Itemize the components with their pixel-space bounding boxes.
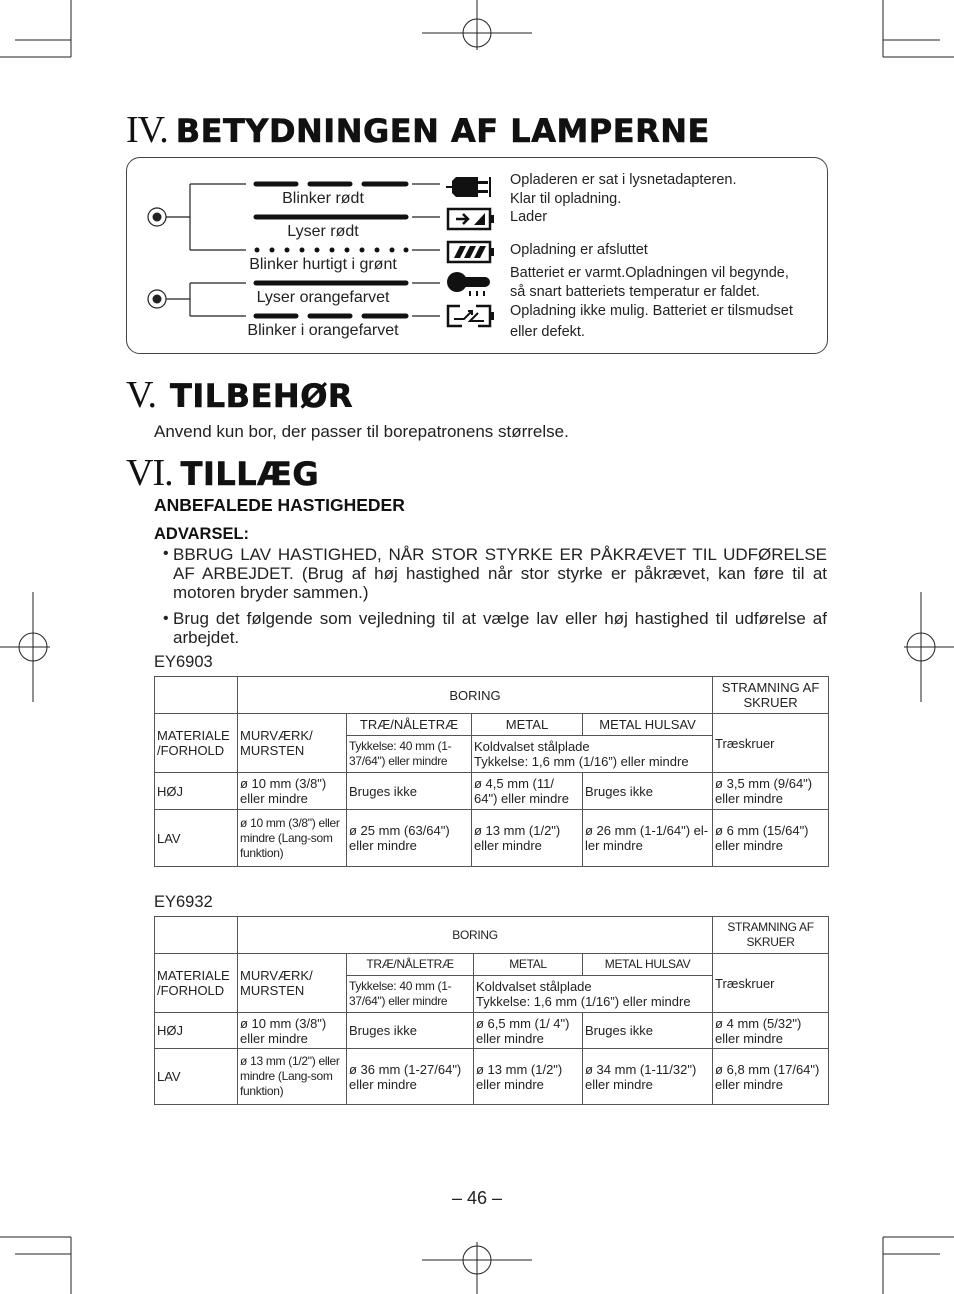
header-murvaerk: MURVÆRK/ MURSTEN — [238, 954, 347, 1013]
header-metal-hulsav: METAL HULSAV — [583, 714, 713, 736]
table-row — [155, 773, 829, 810]
trae-thickness: Tykkelse: 40 mm (1-37/64") eller mindre — [347, 736, 472, 773]
table-cell: ø 25 mm (63/64") eller mindre — [347, 810, 472, 867]
table-cell: ø 13 mm (1/2") eller mindre — [474, 1049, 583, 1105]
metal-thickness-line-2: Tykkelse: 1,6 mm (1/16”) eller mindre — [474, 754, 689, 769]
desc-line-7: Opladning ikke mulig. Batteriet er tilsmudset — [510, 303, 793, 319]
recommended-speeds-heading: ANBEFALEDE HASTIGHEDER — [154, 495, 405, 515]
bullet-dot-2: • — [163, 610, 169, 627]
table-row — [155, 677, 829, 714]
table-cell: ø 36 mm (1-27/64") eller mindre — [347, 1049, 474, 1105]
label-blinker-rodt: Blinker rødt — [282, 190, 364, 207]
label-blinker-hurtigt-gront: Blinker hurtigt i grønt — [249, 256, 397, 273]
row-label-hoj: HØJ — [155, 773, 238, 810]
table-cell: ø 10 mm (3/8") eller mindre — [238, 1013, 347, 1049]
page-number: – 46 – — [451, 1188, 503, 1208]
table-cell: ø 13 mm (1/2") eller mindre (Lang-som funktion) — [238, 1049, 347, 1105]
header-trae: TRÆ/NÅLETRÆ — [347, 954, 474, 976]
table-cell: Bruges ikke — [347, 1013, 474, 1049]
table-cell: ø 6 mm (15/64") eller mindre — [713, 810, 829, 867]
metal-thickness — [474, 976, 713, 1013]
battery-defect-icon — [446, 303, 496, 329]
section-6-title: TILLÆG — [180, 455, 320, 493]
table-cell: ø 10 mm (3/8") eller mindre — [238, 773, 347, 810]
section-5-title: TILBEHØR — [170, 377, 354, 415]
warning-label: ADVARSEL: — [154, 525, 250, 543]
desc-line-3: Lader — [510, 209, 548, 225]
table-cell: ø 10 mm (3/8") eller mindre (Lang-som funktion) — [238, 810, 347, 867]
header-stramning: STRAMNING AF SKRUER — [713, 917, 829, 954]
metal-thickness-line-2: Tykkelse: 1,6 mm (1/16”) eller mindre — [476, 994, 691, 1009]
table-cell: Bruges ikke — [583, 773, 713, 810]
speed-table-ey6932 — [154, 916, 829, 1105]
desc-line-6: så snart batteriets temperatur er faldet. — [510, 284, 760, 300]
header-boring: BORING — [238, 677, 713, 714]
table-cell: ø 34 mm (1-11/32") eller mindre — [583, 1049, 713, 1105]
table-row — [155, 1049, 829, 1105]
header-boring: BORING — [238, 917, 713, 954]
table-cell: ø 4,5 mm (11/ 64") eller mindre — [472, 773, 583, 810]
table-cell-empty — [155, 917, 238, 954]
table-row — [155, 1013, 829, 1049]
row-label-lav: LAV — [155, 1049, 238, 1105]
table-row — [155, 714, 829, 736]
desc-line-4: Opladning er afsluttet — [510, 242, 648, 258]
header-trae: TRÆ/NÅLETRÆ — [347, 714, 472, 736]
trae-thickness: Tykkelse: 40 mm (1-37/64") eller mindre — [347, 976, 474, 1013]
row-label-lav: LAV — [155, 810, 238, 867]
table-row — [155, 810, 829, 867]
model-ey6903: EY6903 — [154, 653, 213, 671]
speed-table-ey6903 — [154, 676, 829, 867]
table-cell: ø 3,5 mm (9/64") eller mindre — [713, 773, 829, 810]
accessory-text: Anvend kun bor, der passer til borepatronens størrelse. — [154, 422, 569, 441]
table-cell: Bruges ikke — [347, 773, 472, 810]
desc-line-5: Batteriet er varmt.Opladningen vil begynde, — [510, 265, 789, 281]
table-cell-empty — [155, 677, 238, 714]
header-stramning: STRAMNING AF SKRUER — [713, 677, 829, 714]
section-5-number: V. — [126, 374, 157, 416]
desc-line-2: Klar til opladning. — [510, 191, 622, 207]
warning-bullet-1: BBRUG LAV HASTIGHED, NÅR STOR STYRKE ER PÅKRÆVET TIL UDFØRELSE AF ARBEJDET. (Brug af høj hastighed når stor styrke er påkrævet, kan føre til at motoren bryder sammen.) — [173, 545, 827, 602]
table-cell: ø 4 mm (5/32") eller mindre — [713, 1013, 829, 1049]
metal-thickness-line-1: Koldvalset stålplade — [476, 979, 592, 994]
section-6-number: VI. — [126, 452, 173, 494]
table-cell: ø 6,5 mm (1/ 4") eller mindre — [474, 1013, 583, 1049]
label-blinker-orangefarvet: Blinker i orangefarvet — [247, 322, 399, 339]
header-murvaerk: MURVÆRK/ MURSTEN — [238, 714, 347, 773]
table-cell: ø 6,8 mm (17/64") eller mindre — [713, 1049, 829, 1105]
section-4-number: IV. — [126, 109, 168, 151]
desc-line-8: eller defekt. — [510, 324, 585, 340]
header-metal: METAL — [472, 714, 583, 736]
table-cell: ø 26 mm (1-1/64") el-ler mindre — [583, 810, 713, 867]
row-label-hoj: HØJ — [155, 1013, 238, 1049]
warning-bullet-2: Brug det følgende som vejledning til at vælge lav eller høj hastighed til udførelse af arbejdet. — [173, 609, 827, 647]
plug-icon — [446, 173, 496, 201]
section-4-heading — [126, 108, 710, 152]
table-row — [155, 954, 829, 976]
table-cell: ø 13 mm (1/2") eller mindre — [472, 810, 583, 867]
thermometer-icon — [446, 270, 496, 298]
table-row — [155, 917, 829, 954]
label-lyser-orangefarvet: Lyser orangefarvet — [256, 289, 390, 306]
bullet-dot-1: • — [163, 545, 169, 562]
header-metal: METAL — [474, 954, 583, 976]
label-lyser-rodt: Lyser rødt — [287, 223, 359, 240]
header-materiale: MATERIALE /FORHOLD — [155, 954, 238, 1013]
header-materiale: MATERIALE /FORHOLD — [155, 714, 238, 773]
table-cell: Bruges ikke — [583, 1013, 713, 1049]
header-traeskruer: Træskruer — [713, 714, 829, 773]
metal-thickness — [472, 736, 713, 773]
section-6-heading — [126, 451, 319, 495]
battery-charging-icon — [446, 206, 496, 232]
header-traeskruer: Træskruer — [713, 954, 829, 1013]
metal-thickness-line-1: Koldvalset stålplade — [474, 739, 590, 754]
model-ey6932: EY6932 — [154, 893, 213, 911]
header-metal-hulsav: METAL HULSAV — [583, 954, 713, 976]
battery-full-icon — [446, 239, 496, 265]
section-5-heading — [126, 373, 353, 417]
desc-line-1: Opladeren er sat i lysnetadapteren. — [510, 172, 737, 188]
section-4-title: BETYDNINGEN AF LAMPERNE — [175, 112, 710, 150]
